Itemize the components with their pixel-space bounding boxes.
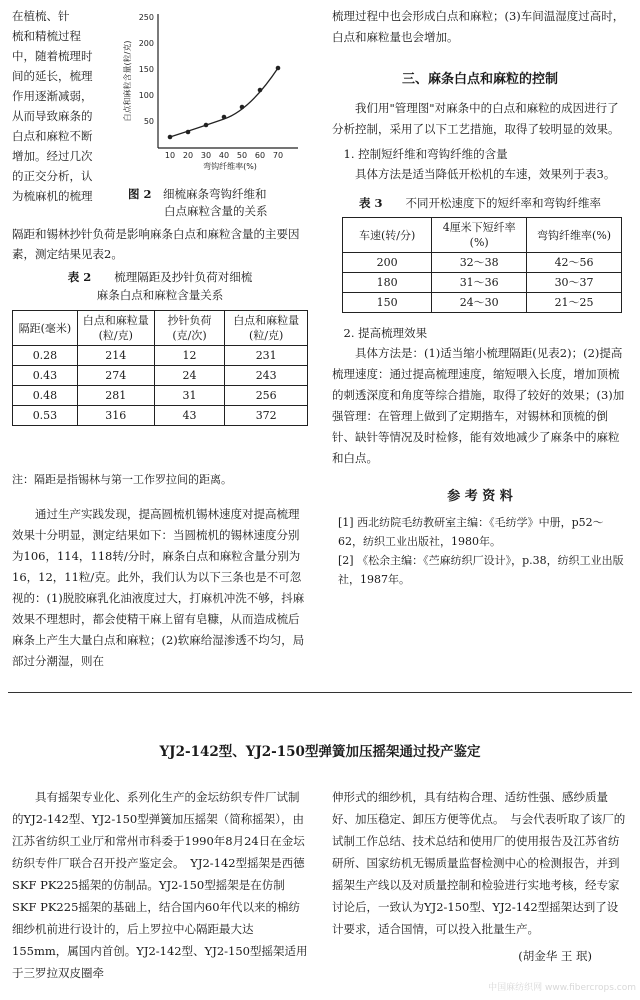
wrap-line: 中，随着梳理时 bbox=[12, 49, 93, 63]
table-row: 150 24～30 21～25 bbox=[343, 293, 622, 313]
wrap-line: 为梳麻机的梳理 bbox=[12, 189, 93, 203]
table-title-line: 梳理隔距及抄针负荷对细梳 bbox=[114, 270, 253, 284]
y-tick-label: 250 bbox=[138, 13, 154, 22]
table-2-note: 注：隔距是指锡林与第一工作罗拉间的距离。 bbox=[12, 473, 232, 486]
section-title: 三、麻条白点和麻粒的控制 bbox=[401, 72, 558, 87]
table-row: 0.53 316 43 372 bbox=[13, 406, 308, 426]
article-divider bbox=[8, 692, 632, 693]
x-tick-label: 10 bbox=[164, 151, 176, 160]
data-curve bbox=[170, 68, 278, 137]
y-ticks bbox=[139, 13, 154, 126]
section-intro: 我们用"管理图"对麻条中的白点和麻粒的成因进行了分析控制，采用了以下工艺措施，取得了较明显的效果。 bbox=[332, 101, 620, 136]
data-point bbox=[186, 130, 191, 135]
table-header: 抄针负荷(克/次) bbox=[154, 311, 225, 346]
table-row: 0.48 281 31 256 bbox=[13, 386, 308, 406]
wrap-line: 白点和麻粒不断 bbox=[12, 129, 93, 143]
table-row: 200 32～38 42～56 bbox=[343, 253, 622, 273]
table-3 bbox=[342, 217, 622, 313]
table-title: 不同开松速度下的短纤率和弯钩纤维率 bbox=[405, 196, 601, 210]
references-list bbox=[332, 513, 628, 589]
x-axis-label: 弯钩纤维率(%) bbox=[203, 162, 257, 171]
wrap-line: 增加。经过几次 bbox=[12, 149, 93, 163]
data-point bbox=[222, 115, 227, 120]
table-2 bbox=[12, 310, 308, 426]
data-point bbox=[168, 135, 173, 140]
table-header: 白点和麻粒量(粒/克) bbox=[225, 311, 308, 346]
table-row: 180 31～36 30～37 bbox=[343, 273, 622, 293]
y-tick-label: 50 bbox=[143, 117, 154, 126]
article-2-title: YJ2-142型、YJ2-150型弹簧加压摇架通过投产鉴定 bbox=[159, 744, 481, 760]
table-header: 白点和麻粒量(粒/克) bbox=[77, 311, 154, 346]
left-paragraph-2: 通过生产实践发现，提高圆梳机锡林速度对提高梳理效果十分明显，测定结果如下：当圆梳机的锡林速度分别为106，114，118转/分时，麻条白点和麻粒含量分别为16，12，11粒/克。此外，我们认为以下三条也是不可忽视的：(1)脱胶麻乳化油液度过大，打麻机冲洗不够，抖麻效果不理想时，都会使精干麻上留有皂糠，从而造成梳后麻条上产生大量白点和麻粒；(2)软麻给湿渗透不均匀，局部过分潮湿，则在 bbox=[12, 507, 305, 668]
figure-number: 图 2 bbox=[128, 187, 152, 201]
item-2-title: 2. 提高梳理效果 bbox=[343, 326, 428, 340]
right-top-paragraph: 梳理过程中也会形成白点和麻粒；(3)车间温湿度过高时，白点和麻粒量也会增加。 bbox=[332, 9, 625, 44]
table-header-row bbox=[343, 218, 622, 253]
figure-caption-line: 细梳麻条弯钩纤维和 bbox=[163, 187, 267, 201]
x-tick-label: 40 bbox=[218, 151, 230, 160]
data-point bbox=[258, 88, 263, 93]
table-row: 0.43 274 24 243 bbox=[13, 366, 308, 386]
wrap-line: 从而导致麻条的 bbox=[12, 109, 93, 123]
watermark: 中国麻纺织网 www.fibercrops.com bbox=[488, 983, 636, 993]
wrap-line: 作用逐渐减弱， bbox=[12, 89, 93, 103]
table-2-title bbox=[12, 268, 308, 304]
reference-item: [1] 西北纺院毛纺教研室主编：《毛纺学》中册，p52～62，纺织工业出版社，1980年。 bbox=[338, 516, 604, 548]
x-tick-label: 50 bbox=[236, 151, 248, 160]
wrap-line: 梳和精梳过程 bbox=[12, 29, 81, 43]
table-title-line: 麻条白点和麻粒含量关系 bbox=[96, 288, 224, 302]
y-tick-label: 200 bbox=[138, 39, 154, 48]
article-2-left-text: 具有摇架专业化、系列化生产的金坛纺织专件厂试制的YJ2-142型、YJ2-150型弹簧加压摇架（简称摇架），由江苏省纺织工业厅和常州市科委于1990年8月24日在金坛纺织专件厂联合召开投产鉴定会。 YJ2-142型摇架是西德SKF PK225摇架的仿制品。YJ2-150型摇架是在仿制SKF PK225摇架的基础上，结合国内60年代以来的棉纺细纱机前进行设计的，后上罗拉中心隔距最大达155mm，属国内首创。YJ2-142型、YJ2-150型摇架适用于三罗拉双皮圈牵 bbox=[12, 790, 308, 980]
y-axis-label: 白点和麻粒含量(粒/克) bbox=[123, 40, 132, 122]
x-ticks bbox=[165, 151, 283, 160]
wrap-line: 在植梳、针 bbox=[12, 9, 70, 23]
table-header: 4厘米下短纤率(%) bbox=[432, 218, 527, 253]
left-wrap-text bbox=[12, 6, 120, 206]
x-tick-label: 20 bbox=[182, 151, 194, 160]
x-tick-label: 60 bbox=[254, 151, 266, 160]
table-number: 表 3 bbox=[358, 196, 383, 210]
data-point bbox=[204, 123, 209, 128]
data-point bbox=[276, 66, 281, 71]
item-1-body: 具体方法是适当降低开松机的车速，效果列于表3。 bbox=[355, 167, 616, 181]
wrap-line: 的正交分析，认 bbox=[12, 169, 93, 183]
table-header-row bbox=[13, 311, 308, 346]
references-title: 参 考 资 料 bbox=[447, 489, 513, 504]
figure-2-chart bbox=[118, 6, 306, 176]
table-3-title bbox=[332, 193, 628, 213]
article-2-right bbox=[332, 786, 628, 966]
y-tick-label: 150 bbox=[138, 65, 154, 74]
y-tick-label: 100 bbox=[138, 91, 154, 100]
wrap-line: 间的延长，梳理 bbox=[12, 69, 93, 83]
data-point bbox=[240, 105, 245, 110]
right-column bbox=[332, 6, 628, 589]
item-2-body: 具体方法是：(1)适当缩小梳理隔距(见表2)；(2)提高梳理速度：通过提高梳理速度，缩短喂入长度，增加顶梳的刺透深度和角度等综合措施，取得了较好的效果；(3)加强管理：在管理上做到了定期揩车，对锡林和顶梳的倒针、缺针等情况及时检修，能有效地减少了麻条中的麻粒和白点。 bbox=[332, 346, 625, 465]
article-2-right-text: 伸形式的细纱机，具有结构合理、适纺性强、感纱质量好、加压稳定、卸压方便等优点。 与会代表听取了该厂的试制工作总结、技术总结和使用厂的使用报告及江苏省纺研所、国家纺机无锡质量监督检测中心的检测报告，并到摇架生产线以及对质量控制和检验进行实地考核，经专家讨论后，一致认为YJ2-150型、YJ2-142型摇架达到了设计要求，适合国情，可以投入批量生产。 bbox=[332, 790, 626, 936]
table-header: 弯钩纤维率(%) bbox=[527, 218, 622, 253]
reference-item: [2] 《松余主编：《苎麻纺织厂设计》，p.38，纺织工业出版社，1987年。 bbox=[338, 554, 624, 586]
figure-caption-line: 白点麻粒含量的关系 bbox=[164, 204, 268, 218]
table-number: 表 2 bbox=[67, 270, 92, 284]
article-2-author: (胡金华 王 珉) bbox=[518, 949, 592, 963]
table-header: 隔距(毫米) bbox=[13, 311, 78, 346]
x-tick-label: 30 bbox=[200, 151, 212, 160]
table-header: 车速(转/分) bbox=[343, 218, 432, 253]
figure-2-caption bbox=[128, 186, 304, 220]
x-tick-label: 70 bbox=[272, 151, 284, 160]
table-row: 0.28 214 12 231 bbox=[13, 346, 308, 366]
left-after-figure: 隔距和锡林抄针负荷是影响麻条白点和麻粒含量的主要因素，测定结果见表2。 bbox=[12, 227, 300, 261]
item-1-title: 1. 控制短纤维和弯钩纤维的含量 bbox=[343, 147, 508, 161]
